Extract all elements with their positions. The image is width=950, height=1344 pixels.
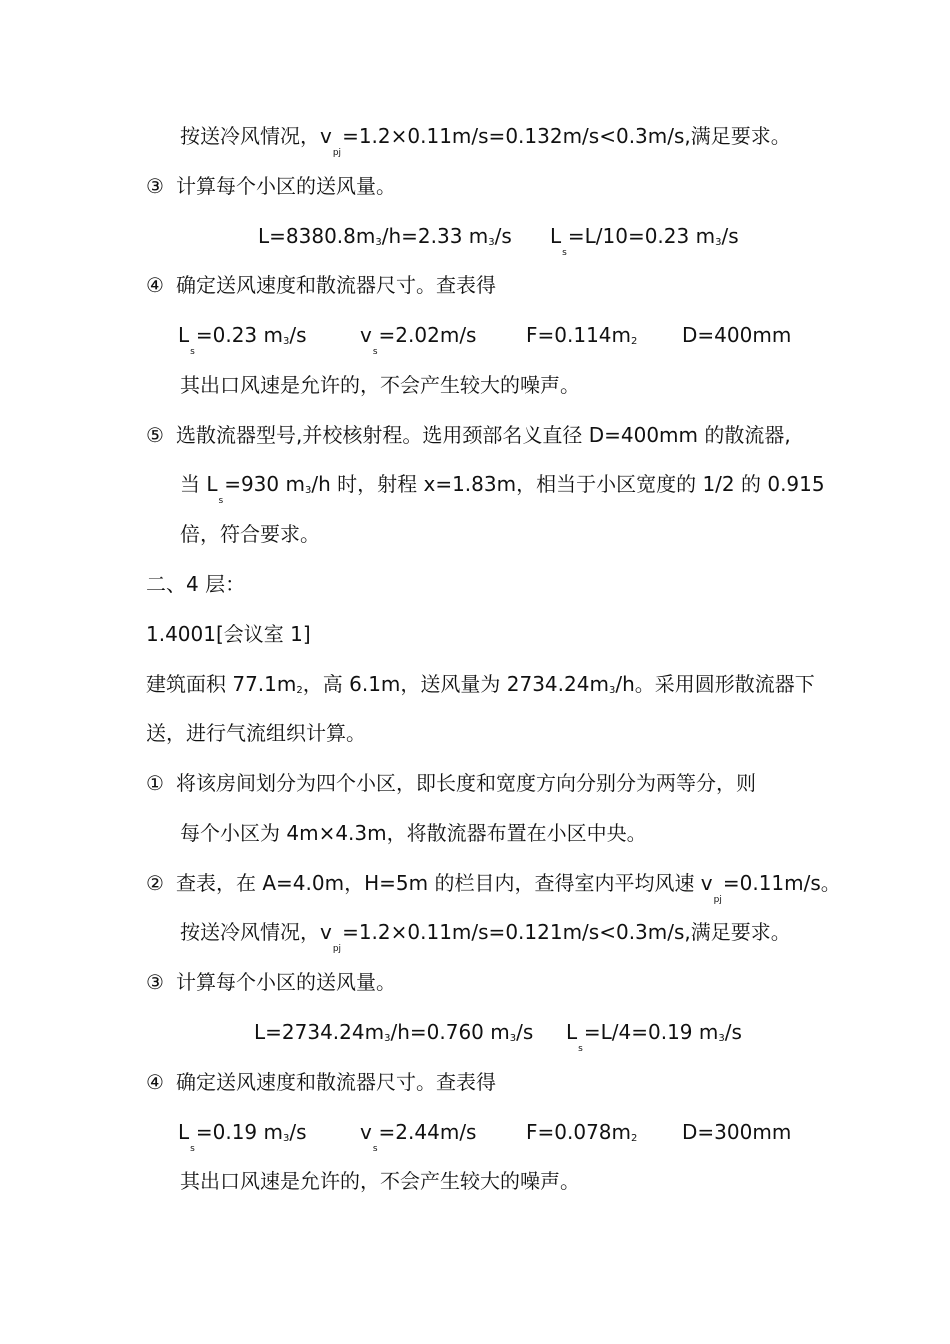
- text-fragment: =1.2×0.11m/s=0.121m/s<0.3m/s,满足要求。: [342, 920, 791, 944]
- superscript: 3: [384, 1033, 391, 1044]
- text-fragment: 按送冷风情况，v: [180, 124, 332, 148]
- superscript: 3: [509, 1033, 517, 1044]
- text-fragment: 计算每个小区的送风量。: [176, 174, 396, 198]
- superscript: 3: [283, 336, 290, 347]
- text-fragment: F=0.114m: [526, 323, 631, 347]
- text-fragment: D=300mm: [682, 1120, 792, 1144]
- text-fragment: L: [566, 1020, 578, 1044]
- text-fragment: =L/10=0.23 m: [567, 224, 716, 248]
- text-fragment: =1.2×0.11m/s=0.132m/s<0.3m/s,满足要求。: [342, 124, 791, 148]
- superscript: 3: [718, 1033, 725, 1044]
- text-fragment: /h。采用圆形散流器下: [615, 672, 815, 696]
- formula-line: [526, 322, 637, 353]
- superscript: 3: [715, 237, 722, 248]
- formula-line: [254, 1019, 533, 1050]
- text-fragment: 确定送风速度和散流器尺寸。查表得: [176, 1070, 496, 1094]
- text-fragment: 当 L: [180, 472, 218, 496]
- list-item: [146, 272, 496, 298]
- formula-line: [178, 322, 307, 357]
- circled-number: ④: [146, 273, 164, 297]
- formula-line: [682, 1119, 791, 1145]
- list-item: [146, 1069, 496, 1095]
- superscript: 3: [375, 237, 382, 248]
- text-fragment: 1.4001[会议室 1]: [146, 622, 311, 646]
- list-item: [146, 422, 791, 448]
- superscript: 3: [608, 685, 616, 696]
- text-fragment: /s: [289, 1120, 307, 1144]
- list-item: [146, 969, 396, 995]
- text-fragment: F=0.078m: [526, 1120, 631, 1144]
- formula-line: [360, 1119, 477, 1154]
- text-fragment: =0.19 m: [195, 1120, 283, 1144]
- text-fragment: v: [360, 1120, 372, 1144]
- circled-number: ③: [146, 174, 164, 198]
- subscript: s: [190, 1144, 195, 1154]
- formula-line: [526, 1119, 637, 1150]
- formula-line: [258, 223, 512, 254]
- superscript: 3: [488, 237, 495, 248]
- text-fragment: /s: [516, 1020, 534, 1044]
- text-fragment: 倍，符合要求。: [180, 522, 320, 546]
- list-item: [146, 870, 841, 905]
- text-line: [146, 720, 366, 746]
- text-fragment: 送，进行气流组织计算。: [146, 721, 366, 745]
- text-fragment: L=8380.8m: [258, 224, 376, 248]
- subscript: pj: [713, 895, 722, 905]
- text-fragment: /s: [494, 224, 512, 248]
- text-fragment: /s: [289, 323, 307, 347]
- text-fragment: L: [550, 224, 562, 248]
- text-fragment: =L/4=0.19 m: [583, 1020, 719, 1044]
- text-fragment: v: [360, 323, 372, 347]
- text-line: [180, 123, 791, 158]
- subscript: s: [372, 347, 378, 357]
- subscript: s: [218, 496, 224, 506]
- text-fragment: ，高 6.1m，送风量为 2734.24m: [302, 672, 609, 696]
- list-item: [146, 173, 396, 199]
- text-fragment: 确定送风速度和散流器尺寸。查表得: [176, 273, 496, 297]
- text-fragment: D=400mm: [682, 323, 792, 347]
- text-fragment: 将该房间划分为四个小区，即长度和宽度方向分别分为两等分，则: [176, 771, 756, 795]
- text-fragment: 按送冷风情况，v: [180, 920, 332, 944]
- formula-line: [360, 322, 477, 357]
- section-heading: [146, 571, 245, 597]
- text-line: [180, 521, 320, 547]
- text-line: [180, 1168, 580, 1194]
- text-fragment: 建筑面积 77.1m: [146, 672, 297, 696]
- superscript: 3: [304, 485, 312, 496]
- text-fragment: 其出口风速是允许的，不会产生较大的噪声。: [180, 1169, 580, 1193]
- text-fragment: 二、4 层：: [146, 572, 246, 596]
- circled-number: ②: [146, 871, 164, 895]
- superscript: 2: [631, 1133, 638, 1144]
- text-fragment: /h=0.760 m: [390, 1020, 510, 1044]
- text-fragment: =0.11m/s。: [722, 871, 841, 895]
- subsection-heading: [146, 621, 311, 647]
- text-fragment: =0.23 m: [195, 323, 283, 347]
- text-fragment: /h 时，射程 x=1.83m，相当于小区宽度的 1/2 的 0.915: [311, 472, 825, 496]
- text-line: [180, 820, 647, 846]
- subscript: s: [578, 1044, 583, 1054]
- text-fragment: =930 m: [224, 472, 305, 496]
- text-fragment: =2.02m/s: [378, 323, 477, 347]
- text-fragment: 其出口风速是允许的，不会产生较大的噪声。: [180, 373, 580, 397]
- text-line: [180, 372, 580, 398]
- circled-number: ①: [146, 771, 164, 795]
- text-line: [180, 471, 825, 506]
- subscript: s: [190, 347, 195, 357]
- formula-line: [682, 322, 791, 348]
- text-fragment: /s: [721, 224, 739, 248]
- text-fragment: 每个小区为 4m×4.3m，将散流器布置在小区中央。: [180, 821, 647, 845]
- formula-line: [566, 1019, 742, 1054]
- text-fragment: 选散流器型号,并校核射程。选用颈部名义直径 D=400mm 的散流器,: [176, 423, 791, 447]
- subscript: s: [372, 1144, 378, 1154]
- text-line: [146, 671, 815, 702]
- text-fragment: 计算每个小区的送风量。: [176, 970, 396, 994]
- formula-line: [550, 223, 739, 258]
- text-line: [180, 919, 791, 954]
- superscript: 2: [631, 336, 638, 347]
- text-fragment: =2.44m/s: [378, 1120, 477, 1144]
- superscript: 2: [296, 685, 303, 696]
- formula-line: [178, 1119, 307, 1154]
- subscript: s: [562, 248, 567, 258]
- text-fragment: L: [178, 1120, 190, 1144]
- text-fragment: /h=2.33 m: [381, 224, 489, 248]
- superscript: 3: [283, 1133, 290, 1144]
- circled-number: ③: [146, 970, 164, 994]
- subscript: pj: [332, 148, 342, 158]
- text-fragment: L=2734.24m: [254, 1020, 385, 1044]
- list-item: [146, 770, 756, 796]
- text-fragment: L: [178, 323, 190, 347]
- circled-number: ⑤: [146, 423, 164, 447]
- circled-number: ④: [146, 1070, 164, 1094]
- text-fragment: 查表，在 A=4.0m，H=5m 的栏目内，查得室内平均风速 v: [176, 871, 713, 895]
- text-fragment: /s: [724, 1020, 742, 1044]
- subscript: pj: [332, 944, 342, 954]
